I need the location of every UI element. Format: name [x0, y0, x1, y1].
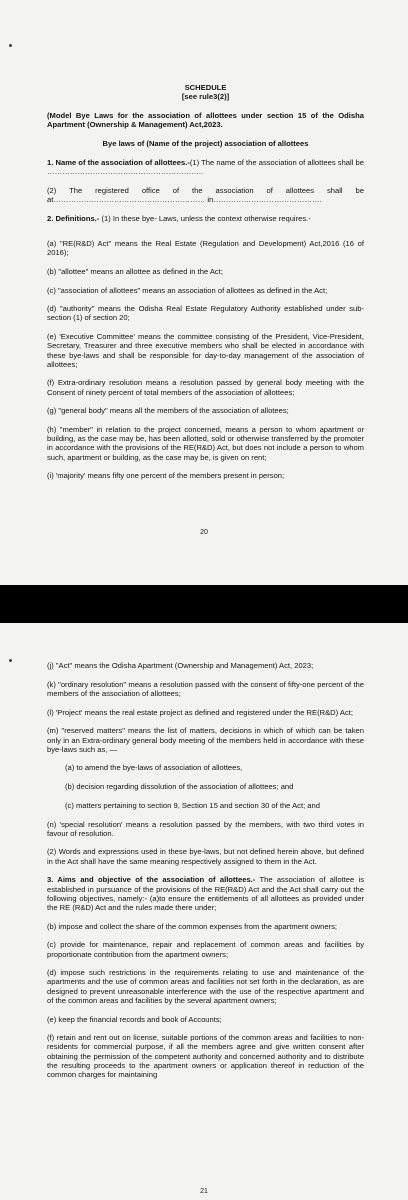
objective-b: (b) impose and collect the share of the common expenses from the apartment owners;	[47, 921, 337, 931]
section-2-text: (1) In these bye- Laws, unless the context otherwise requires.-	[99, 213, 311, 223]
document-page-21	[0, 623, 408, 1200]
objective-e: (e) keep the financial records and book of Accounts;	[47, 1014, 222, 1024]
section-3-heading: 3. Aims and objective of the association of allottees.-	[47, 875, 256, 885]
section-2-heading: 2. Definitions.-	[47, 213, 100, 223]
definition-l: (l) 'Project' means the real estate project as defined and registered under the RE(R&D) Act;	[47, 707, 353, 717]
definition-m: (m) "reserved matters" means the list of matters, decisions in which of which can be taken only in an Extra-ordinary general body meeting of the members held in accordance with these bye-laws such as, —	[47, 726, 364, 754]
section-1-paragraph	[47, 158, 364, 176]
definition-c: (c) "association of allottees" means an association of allottees as defined in the Act;	[47, 285, 328, 295]
page-number: 20	[200, 529, 208, 536]
scan-speck	[9, 659, 12, 662]
bye-laws-subtitle: Bye laws of (Name of the project) association of allottees	[102, 138, 309, 148]
definition-e: (e) 'Executive Committee' means the committee consisting of the President, Vice-President, Secretary, Treasurer and three executive members who shall be elected in accordance with these bye-laws and shall be responsible for day-to-day management of the association of allottees;	[47, 332, 364, 369]
objective-c: (c) provide for maintenance, repair and replacement of common areas and facilities by proportionate contribution from the apartment owners;	[47, 940, 364, 959]
section-2-clause-2: (2) Words and expressions used in these bye-laws, but not defined herein above, but defined in the Act shall have the same meaning respectively assigned to them in the Act.	[47, 847, 364, 866]
definition-b: (b) "allottee" means an allottee as defined in the Act;	[47, 266, 223, 276]
section-1-clause-2: (2) The registered office of the association of allottees shall be at…………………………………………………… in…………………………………….	[47, 185, 364, 205]
definition-a: (a) "RE(R&D) Act" means the Real Estate (Regulation and Development) Act,2016 (16 of 2016);	[47, 238, 364, 258]
document-page-20	[0, 0, 408, 585]
definition-g: (g) "general body" means all the members of the association of allotees;	[47, 406, 289, 416]
section-1-heading: 1. Name of the association of allottees.-	[47, 157, 190, 167]
definition-k: (k) "ordinary resolution" means a resolution passed with the consent of fifty-one percent of the members of the association of allottees;	[47, 679, 364, 698]
section-3-paragraph	[47, 875, 364, 912]
reserved-matter-b: (b) decision regarding dissolution of the association of allottees; and	[65, 782, 294, 792]
page-number: 21	[200, 1188, 208, 1195]
objective-f: (f) retain and rent out on license, suitable portions of the common areas and facilities to non-residents for commercial purpose, if all the members agree and give written consent after obtaining the permission of the competent authority and concerned authority and to distribute the resulting proceeds to the apartment owners or application thereof in reduction of the common charges for maintaining	[47, 1033, 364, 1080]
section-2-paragraph	[47, 214, 364, 223]
schedule-rule-ref: [see rule3(2)]	[181, 92, 230, 102]
objective-d: (d) impose such restrictions in the requirements relating to use and maintenance of the apartments and the use of common areas and facilities not set forth in the declaration, as are designed to prevent unreasonable interference with the use of the respective apartment and of the common areas and facilities by the several apartment owners;	[47, 968, 364, 1005]
definition-d: (d) "authority" means the Odisha Real Estate Regulatory Authority established under sub-section (1) of section 20;	[47, 304, 364, 323]
definition-h: (h) "member" in relation to the project concerned, means a person to whom apartment or building, as the case may be, has been allotted, sold or otherwise transferred by the promoter in accordance with the provisions of the RE(R&D) Act, but does not include a person to whom such, apartment or building, as the case may be, is given on rent;	[47, 425, 364, 462]
definition-n: (n) 'special resolution' means a resolution passed by the members, with two third votes in favour of resolution.	[47, 819, 364, 838]
schedule-heading	[47, 83, 364, 102]
schedule-title: SCHEDULE	[184, 83, 227, 92]
reserved-matter-c: (c) matters pertaining to section 9, Section 15 and section 30 of the Act; and	[65, 800, 320, 810]
definition-i: (i) 'majority' means fifty one percent of the members present in person;	[47, 471, 285, 481]
definition-j: (j) "Act" means the Odisha Apartment (Ownership and Management) Act, 2023;	[47, 661, 314, 670]
page-gap	[0, 585, 408, 623]
section-1-text: (1) The name of the association of allottees shall be ……………………………………………………..	[47, 157, 364, 177]
reserved-matter-a: (a) to amend the bye-laws of association of allottees,	[65, 763, 243, 773]
section-3-text: The association of allottee is established in pursuance of the provisions of the RE(R&D) Act and the Act shall carry out the following objectives, namely:- (a)to ensure the entitlements of all allottees as provided under the RE (R&D) Act and the rules made there under;	[47, 875, 364, 912]
definition-f: (f) Extra-ordinary resolution means a resolution passed by general body meeting with the Consent of ninety percent of total members of the association of allottees;	[47, 378, 364, 397]
model-bye-laws-title: (Model Bye Laws for the association of allottees under section 15 of the Odisha Apartment (Ownership & Management) Act,2023.	[47, 110, 364, 130]
scan-speck	[9, 44, 12, 47]
